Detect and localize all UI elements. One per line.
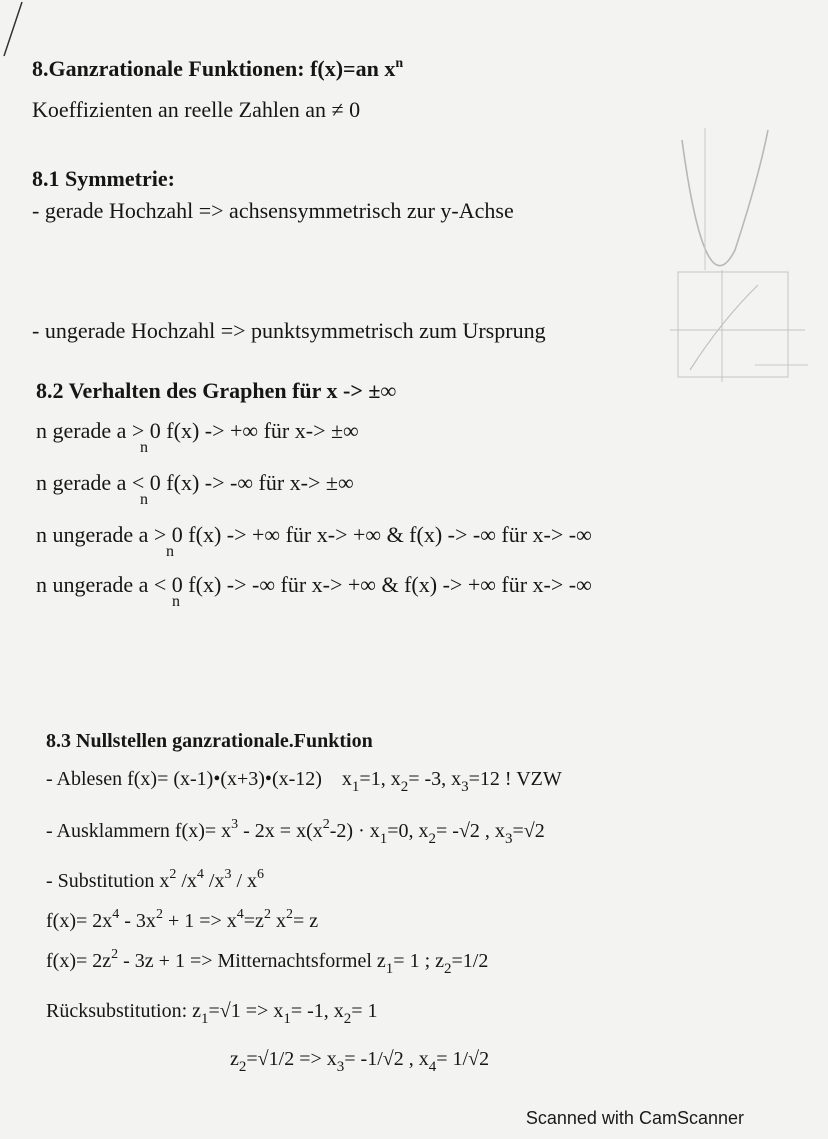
symmetry-heading: 8.1 Symmetrie: [32, 166, 175, 191]
ruecksubstitution-line-2: $z_2=√1/2 => x_3= -1/√2$ , $x_4= 1/√2$ [230, 1048, 490, 1075]
behavior-row-2-index: n [140, 491, 148, 508]
behavior-row-4: n ungerade a < 0 f(x) -> -∞ für x-> +∞ & f(x) -> +∞ für x-> -∞ [36, 572, 592, 597]
coefficient-line: Koeffizienten an reelle Zahlen an ≠ 0 [32, 97, 361, 122]
ausklammern-line: - Ausklammern $f(x)= x^3 - 2x = x(x^2-2) \cdot x_1=0$, $x_2= -√2$ , $x_3=√2$ [46, 817, 545, 847]
symmetry-even-line: - gerade Hochzahl => achsensymmetrisch zur y-Achse [32, 198, 514, 223]
behavior-heading: 8.2 Verhalten des Graphen für x -> ±∞ [36, 378, 397, 403]
pen-stroke-mark [0, 0, 30, 60]
behavior-row-1: n gerade a > 0 f(x) -> +∞ für x-> ±∞ [36, 418, 359, 443]
function-substitution-line: $f(x)= 2x^4 - 3x^2 + 1 => x^4=z^2$ $x^2= z$ [46, 907, 319, 932]
roots-heading: 8.3 Nullstellen ganzrationale.Funktion [46, 730, 373, 752]
ruecksubstitution-line-1: Rücksubstitution: $z_1=√1 => x_1= -1$, $x_2= 1$ [46, 1000, 378, 1027]
behavior-row-4-index: n [172, 593, 180, 610]
mitternachtsformel-line: $f(x)= 2z^2 - 3z + 1$ => Mitternachtsformel $z_1= 1$ ; $z_2=1/2$ [46, 947, 489, 977]
symmetry-odd-line: - ungerade Hochzahl => punktsymmetrisch zum Ursprung [32, 318, 546, 343]
substitution-line: - Substitution $x^2$ $/x^4$ $/x^3 / x^6$ [46, 867, 265, 892]
behavior-row-3: n ungerade a > 0 f(x) -> +∞ für x-> +∞ & f(x) -> -∞ für x-> -∞ [36, 522, 592, 547]
graph-sketch [660, 120, 810, 400]
behavior-row-3-index: n [166, 543, 174, 560]
behavior-row-2: n gerade a < 0 f(x) -> -∞ für x-> ±∞ [36, 470, 354, 495]
scanner-watermark: Scanned with CamScanner [525, 1108, 744, 1128]
behavior-row-1-index: n [140, 439, 148, 456]
ablesen-line: - Ablesen f(x)= (x-1)•(x+3)•(x-12) $x_1=1$, $x_2= -3$, $x_3=12$ ! VZW [46, 768, 562, 795]
page-title: 8.Ganzrationale Funktionen: f(x)=an $x^n$ [32, 56, 404, 81]
